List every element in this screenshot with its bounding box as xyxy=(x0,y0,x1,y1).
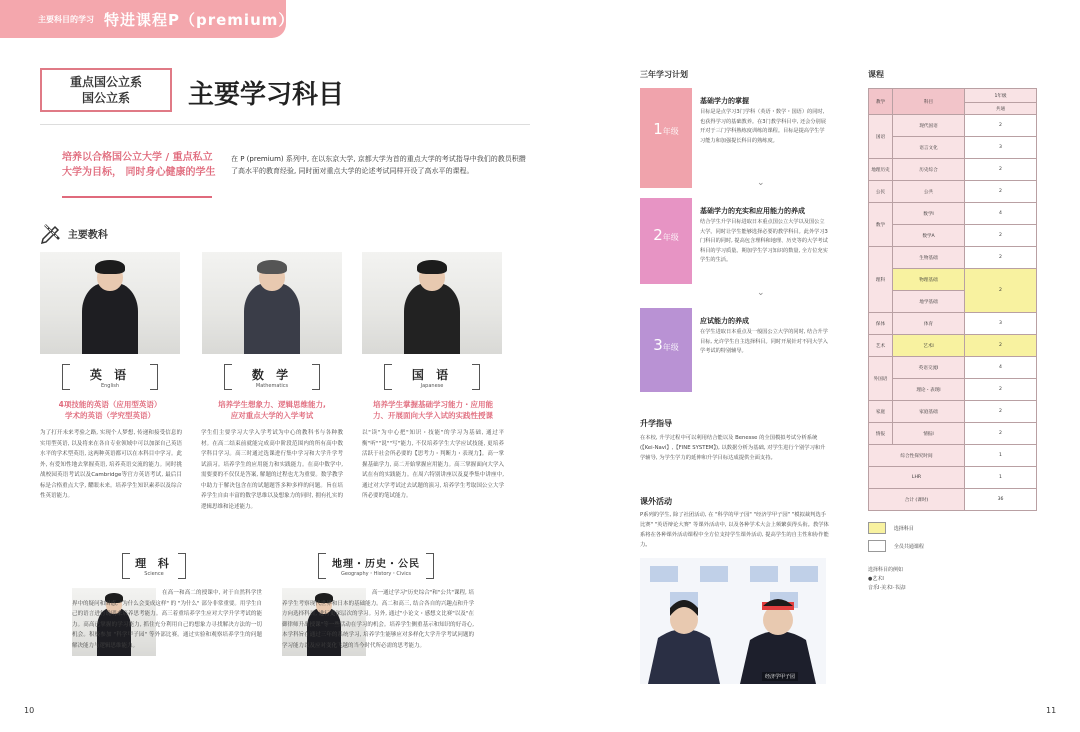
math-tagline-line: 培养学生想象力、逻辑思维能力, xyxy=(218,400,326,409)
geo-history-civics-heading xyxy=(318,553,434,583)
table-row xyxy=(869,159,1037,181)
chevron-down-icon: ⌄ xyxy=(757,178,765,188)
table-subject-cell: 体育 xyxy=(893,313,965,335)
table-header-grade: 1年级 xyxy=(965,89,1037,103)
elective-notes xyxy=(868,566,906,593)
activities-title: 课外活动 xyxy=(640,497,672,506)
table-hours-cell: 2 xyxy=(965,379,1037,401)
year-1-card xyxy=(640,88,692,188)
table-row xyxy=(869,357,1037,379)
table-row xyxy=(869,401,1037,423)
header-series-title: 特进课程P（premium）系列 xyxy=(104,11,327,29)
table-header-subject: 科目 xyxy=(893,89,965,115)
year-2-card xyxy=(640,198,692,284)
table-row xyxy=(869,247,1037,269)
table-row xyxy=(869,181,1037,203)
table-header-common: 共通 xyxy=(965,103,1037,115)
table-subject-cell: 英语交流Ⅰ xyxy=(893,357,965,379)
table-group-cell: 艺术 xyxy=(869,335,893,357)
table-hours-cell: 3 xyxy=(965,313,1037,335)
math-subtitle: Mathematics xyxy=(255,383,289,389)
table-subject-cell: 地学基础 xyxy=(893,291,965,313)
legend-swatch-common xyxy=(868,540,886,552)
math-title: 数 学 xyxy=(251,368,293,382)
table-hours-cell: 2 xyxy=(965,335,1037,357)
year-3-plan xyxy=(640,308,828,392)
table-total-hours: 1 xyxy=(965,467,1037,489)
table-subject-cell: 情报Ⅰ xyxy=(893,423,965,445)
table-group-cell: 保体 xyxy=(869,313,893,335)
table-row xyxy=(869,269,1037,291)
legend-label-elective: 选择科目 xyxy=(893,525,914,532)
table-total-label: LHR xyxy=(869,467,965,489)
table-hours-cell: 4 xyxy=(965,203,1037,225)
year-3-unit: 年级 xyxy=(662,343,679,352)
table-row xyxy=(869,115,1037,137)
table-subject-cell: 现代国语 xyxy=(893,115,965,137)
guidance-text: 在本校, 升学过程中可以利用结合能以及 Benesse 的全国模拟考试分析系统 (【Kei-Navi】,【FINE SYSTEM】), 以数据分析为基础, 对学生进行个别学习和升学辅导, 为学生学力的延伸和升学目标达成提供全面支持。 xyxy=(640,435,826,461)
table-hours-cell: 2 xyxy=(965,181,1037,203)
main-subjects-heading xyxy=(40,222,108,244)
table-row xyxy=(869,313,1037,335)
table-subject-cell: 理论・表现Ⅰ xyxy=(893,379,965,401)
english-heading xyxy=(62,364,158,394)
course-legend xyxy=(868,522,924,558)
japanese-body: 以"读"为中心把"知识・技能"的学习为基础, 通过平衡"听""说""写"能力, 不仅培养学生大学应试技能, 更培养活跃于社会所必要的【思考力・判断力・表现力】。高一掌握基础学力, 高二开始掌握应用能力。高三掌握面向大学入试在有的实践能力。在周六特别讲座以及夏季集中讲座中, 通过对大学考试过去试题的演习, 培养学生考取国公立大学所必要的笔试能力。 xyxy=(362,430,504,499)
table-total-label: 合计 (课时) xyxy=(869,489,965,511)
track-badge xyxy=(40,68,172,112)
year-3-text: 在学生进取日本重点及一般国公立大学的同时, 结合升学目标, 允许学生自主选择科目。同时开展针对不同大学入学考试的特别辅导。 xyxy=(700,329,828,354)
table-subject-cell: 数学A xyxy=(893,225,965,247)
table-hours-cell: 2 xyxy=(965,401,1037,423)
japanese-subtitle: Japanese xyxy=(420,383,444,389)
math-body: 学生们主要学习大学入学考试为中心的教科书与各种教材。在高二结束前就能完成高中阶段范围内的所有高中数学科目学习。高三时通过选课进行集中学习和大学升学考试演习。培养学生的应用能力和实践能力。在高中数学中, 需要要的不仅仅是答案, 解题的过程也尤为重要。数学教学中助力于解决包含在的试题题答多种多样的问题。旨在培养学生自由丰富的数学思维以及想象力的同时, 拥有扎实的逻辑思维和论述能力。 xyxy=(201,430,343,510)
main-subjects-label: 主要教科 xyxy=(67,229,108,241)
table-hours-cell: 2 xyxy=(965,159,1037,181)
year-2-plan xyxy=(640,198,828,284)
table-total-hours: 1 xyxy=(965,445,1037,467)
science-title: 理 科 xyxy=(135,557,173,570)
table-hours-cell: 2 xyxy=(965,225,1037,247)
table-group-cell: 理科 xyxy=(869,247,893,313)
table-total-label: 综合性探究时间 xyxy=(869,445,965,467)
math-tagline xyxy=(198,399,346,421)
table-subject-cell: 物理基础 xyxy=(893,269,965,291)
activities-text: P系列的学生, 除了社团活动, 在 "科学的甲子园" "经济学甲子园" "模拟裁判选手比赛" "英语辩论大赛" 等课外活动中, 以及各种学术大会上频繁获得头衔。教学体系将在各种课外活动课程中全方位支持学生课外活动, 提高学生的自主性和协作能力。 xyxy=(640,512,829,548)
lead-headline: 培养以合格国公立大学 / 重点私立大学为目标， 同时身心健康的学生 xyxy=(62,152,216,178)
guidance-title: 升学指导 xyxy=(640,419,672,428)
table-group-cell: 地理历史 xyxy=(869,159,893,181)
japanese-teacher-photo xyxy=(362,252,502,354)
event-photo-illustration xyxy=(640,558,826,684)
table-hours-cell: 3 xyxy=(965,137,1037,159)
table-subject-cell: 家庭基础 xyxy=(893,401,965,423)
year-2-heading: 基础学力的充实和应用能力的养成 xyxy=(700,207,805,215)
economics-koshien-photo xyxy=(640,558,826,684)
geo-history-civics-subtitle: Geography・History・Civics xyxy=(341,571,411,577)
table-group-cell: 数学 xyxy=(869,203,893,247)
table-hours-cell: 4 xyxy=(965,357,1037,379)
table-row xyxy=(869,379,1037,401)
legend-label-common: 全员共通课程 xyxy=(893,543,924,550)
english-teacher-photo xyxy=(40,252,180,354)
lead-paragraph: 在 P (premium) 系列中, 在以东京大学, 京都大学为首的重点大学的考试指导中我们的教员积攒了高水平的教育经验, 同时面对重点大学的论述考试同样开设了高水平的课程。 xyxy=(231,155,526,175)
table-group-cell: 公民 xyxy=(869,181,893,203)
legend-item-elective xyxy=(868,522,924,534)
year-1-plan xyxy=(640,88,826,188)
photo-caption: 经济学甲子园 xyxy=(762,672,798,681)
english-subtitle: English xyxy=(100,383,120,389)
math-tagline-line: 应对重点大学的入学考试 xyxy=(230,411,314,420)
title-divider xyxy=(40,124,530,125)
table-total-row xyxy=(869,445,1037,467)
table-row xyxy=(869,203,1037,225)
elective-note-line: ●艺术Ⅰ xyxy=(868,576,884,582)
table-subject-cell: 语言文化 xyxy=(893,137,965,159)
header-section-label: 主要科目的学习 xyxy=(38,15,94,24)
table-subject-cell: 公共 xyxy=(893,181,965,203)
table-header-group: 教学 xyxy=(869,89,893,115)
page-number-right: 11 xyxy=(1046,706,1057,715)
three-year-plan-title: 三年学习计划 xyxy=(640,70,688,79)
science-subtitle: Science xyxy=(144,571,164,577)
table-group-cell: 情报 xyxy=(869,423,893,445)
year-1-text: 目标是是点学习3门学科（英语・数学・国语）的同时, 也获得学习的基础教养。在3门教学科目中, 还会分别展开对于三门学科熟练度训练的课程。目标是提高学生学习能力和加强提长科目的熟练度。 xyxy=(700,109,826,144)
science-heading xyxy=(122,553,186,583)
table-subject-cell: 历史综合 xyxy=(893,159,965,181)
geo-history-civics-body: 高一通过学习"历史综合"和"公共"课程, 培养学生考察现代世界和日本的基础能力。高二和高三, 结合各自的兴趣点和升学方向选择科目, 进行更深层次的学习。另外, 通过"小论文・感想文比赛"以及"在御律师升出授课"等一些活动在学习的机会。培养学生侧重基示和知识的好奇心, 本学科旨在通过三年的系统学习, 培养学生能够应对多样化大学升学考试问题的学习能力以及应对变化飞越的当今时代所必需的思考能力。 xyxy=(282,590,474,649)
japanese-heading xyxy=(384,364,480,394)
year-2-number: 2 xyxy=(653,226,663,244)
page-title: 主要学习科目 xyxy=(188,80,345,110)
table-total-hours: 36 xyxy=(965,489,1037,511)
table-row xyxy=(869,137,1037,159)
year-3-heading: 应试能力的养成 xyxy=(700,317,749,325)
japanese-tagline-line: 力、开展面向大学入试的实践性授课 xyxy=(373,411,493,420)
chevron-down-icon: ⌄ xyxy=(757,288,765,298)
pencil-ruler-icon xyxy=(40,222,62,244)
year-3-card xyxy=(640,308,692,392)
legend-item-common xyxy=(868,540,924,552)
table-hours-cell: 2 xyxy=(965,269,1037,313)
english-title: 英 语 xyxy=(89,368,131,382)
table-row xyxy=(869,335,1037,357)
science-body: 在高一和高二的授课中, 对于自然科学世界中的疑问和困惑, "为什么会变成这样" 的 "为什么" 部分非常重要。用学生自己的语言进行说明来培养思考能力。高三着重培养学生应对大学升学考试的能力。高高已掌握的学习能力, 抓住充分利用自己的想象力寻找解决方法的一切机会。积极参加 "科学甲子园" 等外部比赛。通过实验和观察培养学生的问题解决能力与逻辑思维能力。 xyxy=(72,590,262,649)
japanese-tagline-line: 培养学生掌握基础学习能力・应用能 xyxy=(373,400,493,409)
table-group-cell: 家庭 xyxy=(869,401,893,423)
legend-swatch-elective xyxy=(868,522,886,534)
year-2-text: 结合学生升学目标进取日本重点国公立大学以及国公立大学。同时让学生能够选择必要的教学科目。此外学习3门科目的同时, 提高包含理科和地理、历史等的大学考试科目的学习质量。期加学生学习知识的数量, 全方位充实学生的生活。 xyxy=(700,219,828,263)
math-heading xyxy=(224,364,320,394)
math-teacher-photo xyxy=(202,252,342,354)
table-total-row xyxy=(869,467,1037,489)
table-total-row xyxy=(869,489,1037,511)
english-tagline-line: 4项技能的英语（应用型英语） xyxy=(58,400,162,409)
table-hours-cell: 2 xyxy=(965,115,1037,137)
elective-note-line: 音乐Ⅰ·美术Ⅰ·书法Ⅰ xyxy=(868,585,906,591)
table-row xyxy=(869,423,1037,445)
year-1-number: 1 xyxy=(653,120,663,138)
page-number-left: 10 xyxy=(24,706,35,715)
track-badge-line-1: 重点国公立系 xyxy=(69,75,142,89)
table-subject-cell: 生物基础 xyxy=(893,247,965,269)
year-3-number: 3 xyxy=(653,336,663,354)
english-tagline xyxy=(40,399,180,421)
japanese-tagline xyxy=(358,399,508,421)
table-group-cell: 外国语 xyxy=(869,357,893,401)
table-group-cell: 国语 xyxy=(869,115,893,159)
table-subject-cell: 艺术Ⅰ xyxy=(893,335,965,357)
table-hours-cell: 2 xyxy=(965,247,1037,269)
track-badge-line-2: 国公立系 xyxy=(81,91,130,105)
table-hours-cell: 2 xyxy=(965,423,1037,445)
course-table xyxy=(868,88,1037,511)
year-2-unit: 年级 xyxy=(662,233,679,242)
course-table-title: 课程 xyxy=(868,70,884,79)
lead-underline xyxy=(62,196,212,198)
english-body: 为了打开未来考验之路, 实现个人梦想, 传递和接受信息的实用型英语, 以及将来在各自专业领域中可以加深自己英语水平的学术型英语, 这两种英语都可以在本科目中学习。此外, 有爱知性地去掌握英语, 培养英语交流的能力。同时挑战校园英语考试以及Cambridge等官方英语考试, 最后目标是合格重点大学, 耀眼未来。培养学生知识素养以及综合性英语能力。 xyxy=(40,430,182,499)
geo-history-civics-title: 地理・历史・公民 xyxy=(332,559,420,570)
english-tagline-line: 学术的英语（学究型英语） xyxy=(65,411,155,420)
year-1-unit: 年级 xyxy=(662,127,679,136)
year-1-heading: 基础学力的掌握 xyxy=(700,97,749,105)
elective-note-line: 选择科目的例如 xyxy=(868,567,904,573)
table-subject-cell: 数学Ⅰ xyxy=(893,203,965,225)
japanese-title: 国 语 xyxy=(411,368,453,382)
table-row xyxy=(869,225,1037,247)
